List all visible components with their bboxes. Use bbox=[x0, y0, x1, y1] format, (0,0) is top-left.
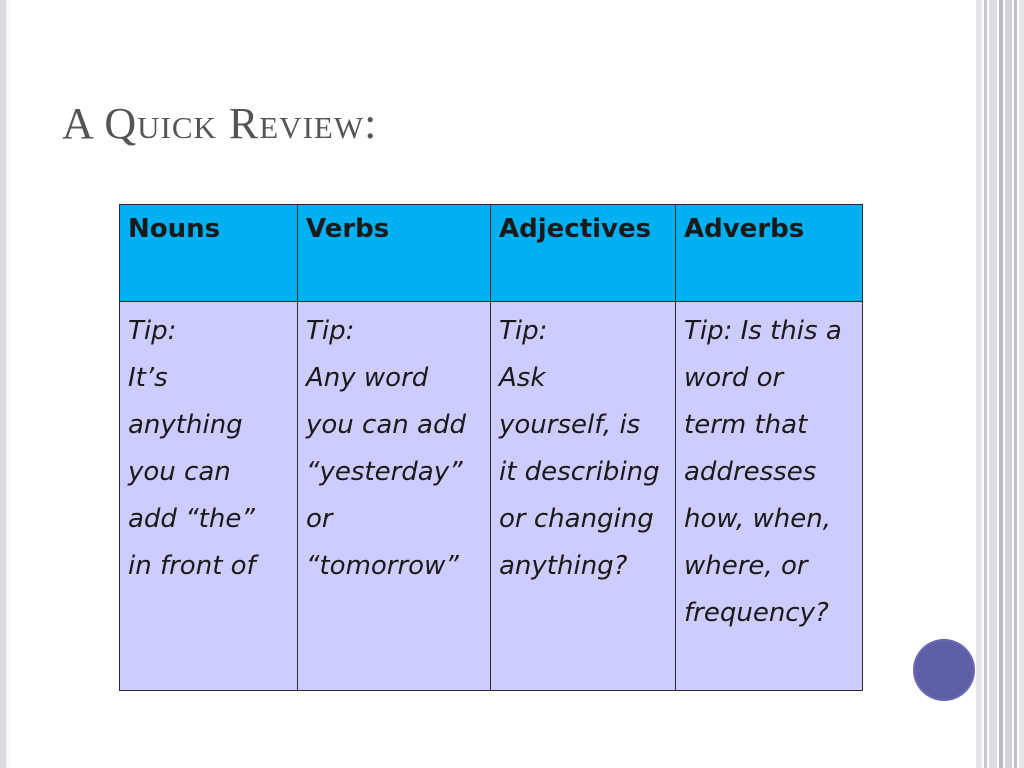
header-verbs: Verbs bbox=[298, 205, 491, 302]
cell-line: word or bbox=[684, 363, 784, 393]
cell-line: “yesterday” bbox=[306, 457, 463, 487]
table-row bbox=[120, 302, 863, 691]
cell-line: term that bbox=[684, 410, 808, 440]
table-header-row bbox=[120, 205, 863, 302]
cell-line: Tip: bbox=[499, 316, 548, 346]
circle-nav-icon[interactable] bbox=[913, 639, 975, 701]
cell-line: Ask bbox=[499, 363, 546, 393]
cell-line: where, or bbox=[684, 551, 808, 581]
cell-verbs-tip bbox=[298, 302, 491, 691]
cell-line: anything bbox=[128, 410, 243, 440]
cell-line: Tip: bbox=[128, 316, 177, 346]
cell-line: addresses bbox=[684, 457, 817, 487]
cell-line: anything? bbox=[499, 551, 628, 581]
slide-left-border bbox=[0, 0, 10, 768]
cell-adverbs-tip bbox=[676, 302, 863, 691]
cell-line: “tomorrow” bbox=[306, 551, 459, 581]
header-nouns: Nouns bbox=[120, 205, 298, 302]
cell-line: or bbox=[306, 504, 333, 534]
cell-nouns-tip bbox=[120, 302, 298, 691]
cell-line: you can add bbox=[306, 410, 466, 440]
slide-title: A Quick Review: bbox=[62, 99, 378, 148]
cell-line: Any word bbox=[306, 363, 429, 393]
cell-line: It’s bbox=[128, 363, 168, 393]
slide-right-stripes bbox=[976, 0, 1024, 768]
header-adjectives: Adjectives bbox=[491, 205, 676, 302]
cell-line: frequency? bbox=[684, 598, 829, 628]
cell-line: it describing bbox=[499, 457, 660, 487]
cell-line: how, when, bbox=[684, 504, 831, 534]
review-table bbox=[119, 204, 863, 691]
cell-line: Tip: Is this a bbox=[684, 316, 842, 346]
cell-line: add “the” bbox=[128, 504, 255, 534]
header-adverbs: Adverbs bbox=[676, 205, 863, 302]
cell-adjectives-tip bbox=[491, 302, 676, 691]
cell-line: or changing bbox=[499, 504, 654, 534]
cell-line: you can bbox=[128, 457, 231, 487]
cell-line: in front of bbox=[128, 551, 256, 581]
cell-line: yourself, is bbox=[499, 410, 641, 440]
cell-line: Tip: bbox=[306, 316, 355, 346]
